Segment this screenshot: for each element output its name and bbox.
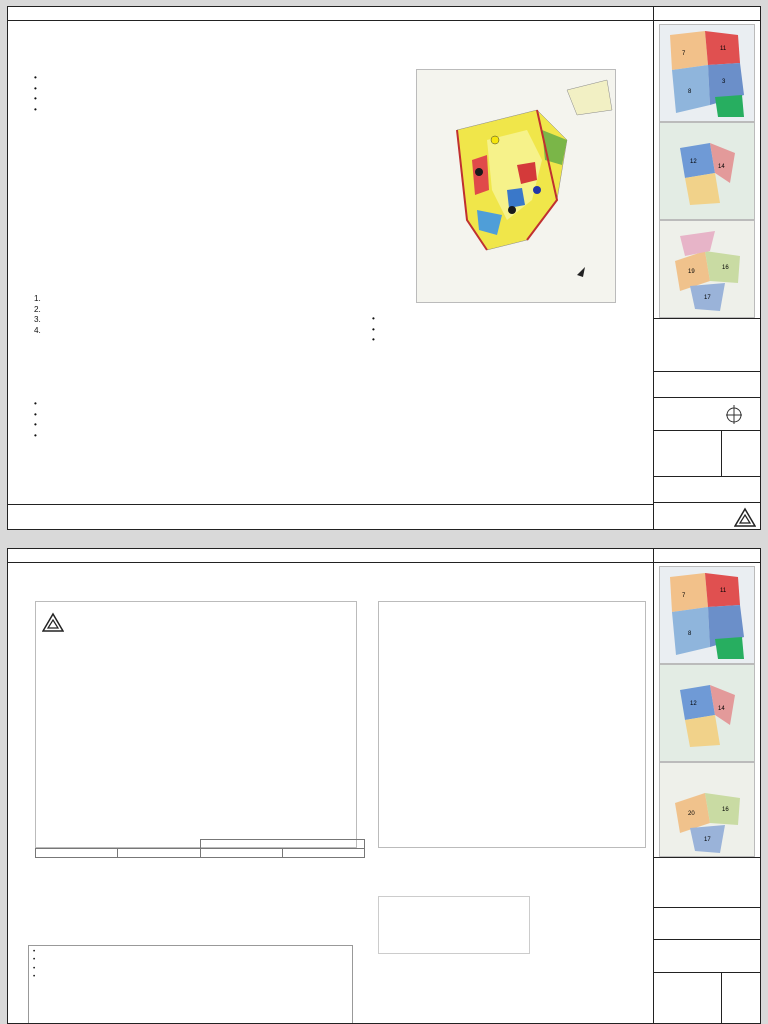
svg-text:16: 16 xyxy=(722,265,729,271)
analysis-spreadsheet-grid xyxy=(379,602,645,847)
keymap-zones-drawing xyxy=(660,25,754,121)
zone-analysis-mini-grid xyxy=(379,897,529,953)
scale-block xyxy=(654,939,760,972)
keymap-zones-1-11 xyxy=(659,24,755,122)
svg-text:19: 19 xyxy=(688,269,695,275)
svg-text:11: 11 xyxy=(720,46,727,52)
spa-logo-icon xyxy=(42,612,64,632)
survey-performa-form xyxy=(35,601,357,848)
sheet2-main-area xyxy=(8,549,654,1023)
svg-text:16: 16 xyxy=(722,807,729,813)
od-survey-text: • • • • xyxy=(34,73,37,114)
spa-logo-icon xyxy=(734,507,756,527)
keymap-zones-12-16 xyxy=(659,122,755,220)
keymap-zones-1-11 xyxy=(659,566,755,664)
sheet2-title xyxy=(8,549,653,563)
svg-text:20: 20 xyxy=(688,811,695,817)
svg-text:14: 14 xyxy=(718,706,725,712)
survey-area-map-drawing xyxy=(417,70,615,302)
svg-text:12: 12 xyxy=(690,159,697,165)
scale-block xyxy=(654,397,760,430)
svg-text:12: 12 xyxy=(690,701,697,707)
school-block xyxy=(654,502,760,530)
trip-distribution-pie-chart xyxy=(522,955,640,1023)
group-name-block xyxy=(654,857,760,907)
survey-analysis-spreadsheet xyxy=(378,601,646,848)
svg-text:8: 8 xyxy=(688,631,692,637)
course-block xyxy=(654,476,760,502)
sheet1-main-area xyxy=(8,7,654,529)
sheet-title-block xyxy=(654,907,760,939)
sheet1-project-title xyxy=(8,504,653,529)
samples-total-user xyxy=(200,849,282,858)
samples-table xyxy=(35,839,365,858)
survey-notes: • • • • xyxy=(28,945,353,1024)
survey-area-map xyxy=(416,69,616,303)
keymap-zones-16-26-drawing xyxy=(660,221,754,317)
keymap-label xyxy=(654,549,760,563)
sheet1-title xyxy=(8,7,653,21)
sheet1-title-block xyxy=(654,7,760,529)
members-block xyxy=(654,972,760,1024)
keymap-zones-16-26 xyxy=(659,762,755,857)
svg-text:7: 7 xyxy=(682,593,686,599)
samples-total-label xyxy=(118,849,200,858)
keymap-zones-12-16 xyxy=(659,664,755,762)
sheet-title-block xyxy=(654,371,760,397)
sheet-literature-study xyxy=(7,6,761,530)
svg-text:7: 7 xyxy=(682,51,686,57)
keymap-label xyxy=(654,7,760,21)
svg-text:17: 17 xyxy=(704,295,711,301)
keymap-zones-12-16-drawing xyxy=(660,123,754,219)
sheet-methodology xyxy=(7,548,761,1024)
members-block xyxy=(654,430,760,476)
keymap-zones-12-16-drawing xyxy=(660,665,754,761)
sheet2-title-block xyxy=(654,549,760,1023)
north-arrow-icon xyxy=(724,402,744,426)
methodology-list: • • • • xyxy=(34,399,37,440)
survey-area-points: • • • xyxy=(372,314,375,345)
svg-text:14: 14 xyxy=(718,164,725,170)
group-name-block xyxy=(654,318,760,371)
keymap-zones-16-26 xyxy=(659,220,755,318)
objectives-list: 1. 2. 3. 4. xyxy=(34,294,41,335)
keymap-zones-16-26-drawing xyxy=(660,763,754,856)
zone-analysis-mini-table xyxy=(378,896,530,954)
samples-header xyxy=(200,840,365,849)
keymap-zones-drawing xyxy=(660,567,754,663)
svg-text:3: 3 xyxy=(722,79,726,85)
svg-text:17: 17 xyxy=(704,837,711,843)
svg-text:8: 8 xyxy=(688,89,692,95)
svg-text:11: 11 xyxy=(720,588,727,594)
samples-total-occupancy xyxy=(282,849,364,858)
